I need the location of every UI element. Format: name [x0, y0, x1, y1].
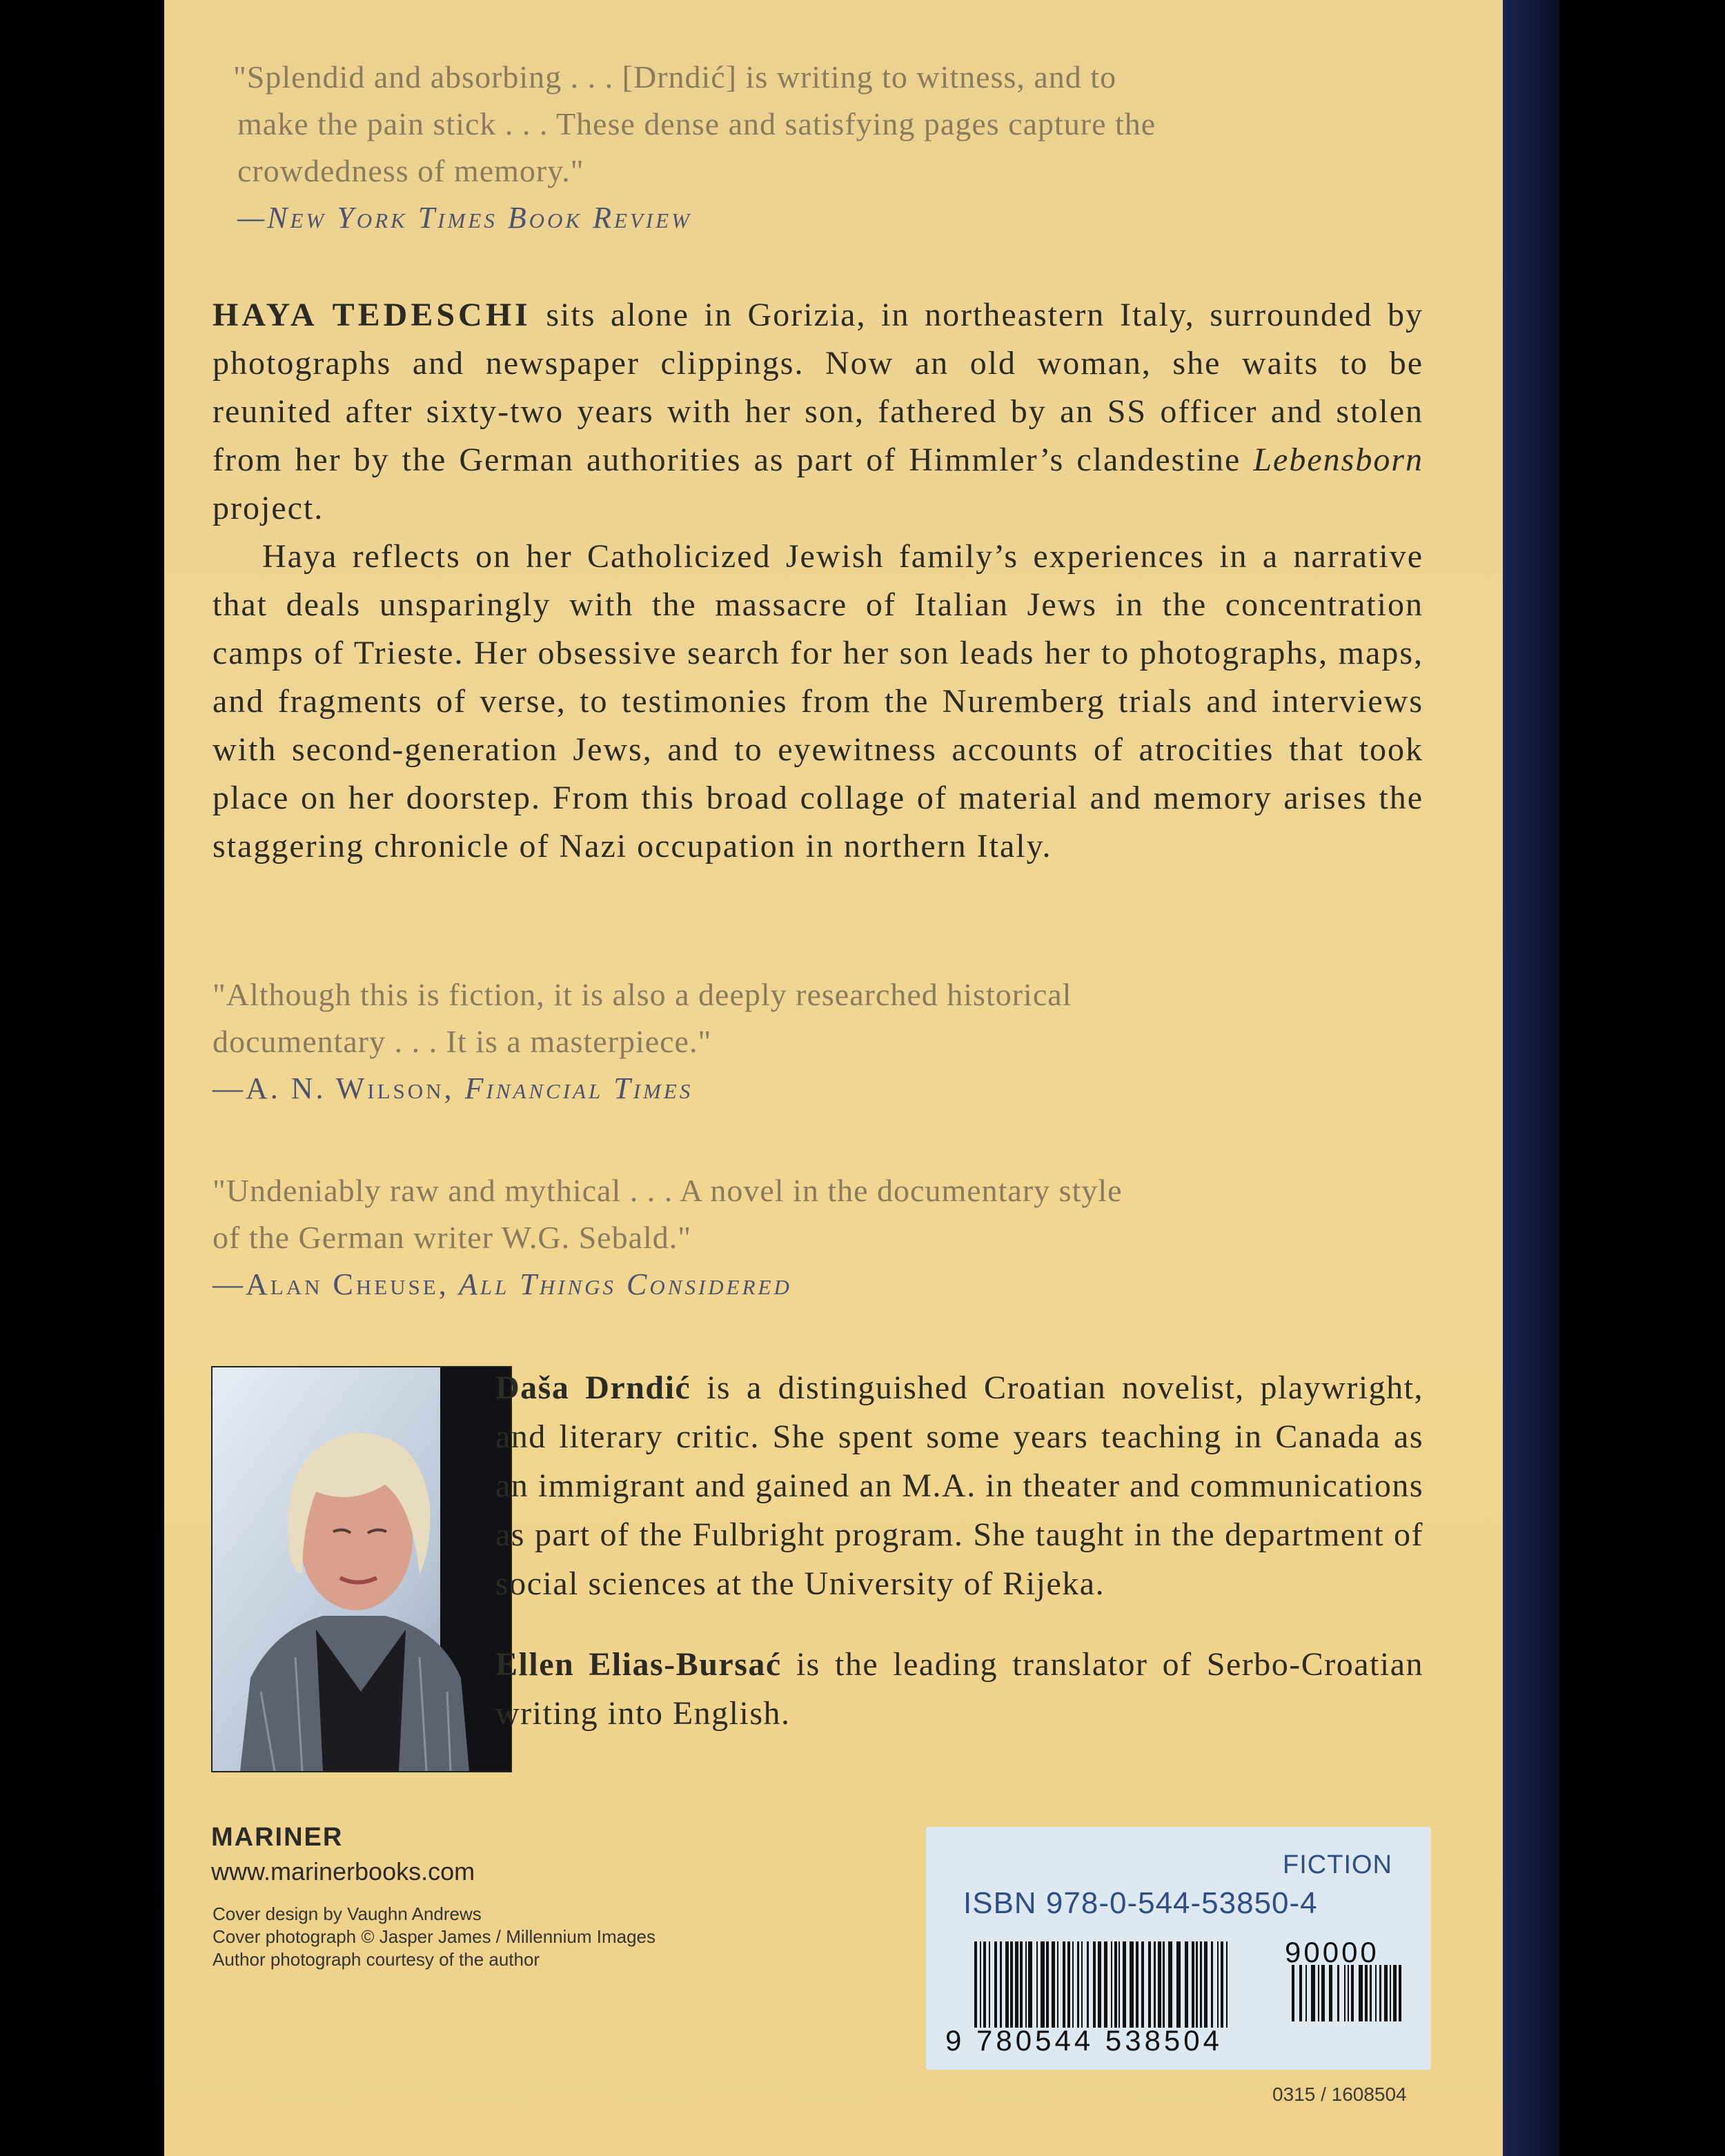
- credit-line: Author photograph courtesy of the author: [213, 1949, 540, 1970]
- quote-source-publication: All Things Considered: [458, 1267, 792, 1301]
- isbn-label: ISBN 978-0-544-53850-4: [963, 1886, 1318, 1920]
- review-quote-nytbr: [233, 54, 1156, 241]
- quote-source-name: —A. N. Wilson,: [213, 1071, 455, 1105]
- quote-line: of the German writer W.G. Sebald.": [213, 1220, 692, 1255]
- publisher-url: www.marinerbooks.com: [211, 1857, 475, 1886]
- category-label: FICTION: [1283, 1850, 1392, 1879]
- quote-line: "Splendid and absorbing . . . [Drndić] is writing to witness, and to: [233, 59, 1117, 95]
- spine-edge: [1503, 0, 1559, 2156]
- author-bio: [495, 1363, 1423, 1738]
- quote-source-publication: Financial Times: [464, 1071, 693, 1105]
- translator-name: Ellen Elias-Bursać: [495, 1646, 782, 1683]
- review-quote-atc: [213, 1167, 1123, 1308]
- book-back-cover: [164, 0, 1503, 2156]
- quote-line: documentary . . . It is a masterpiece.": [213, 1024, 712, 1059]
- translator-bio-text: is the leading translator of Serbo-Croatian writing into English.: [495, 1646, 1423, 1732]
- author-name: Daša Drndić: [495, 1369, 691, 1406]
- print-code: 0315 / 1608504: [1272, 2084, 1407, 2105]
- review-quote-ft: [213, 971, 1072, 1112]
- book-description: [213, 291, 1423, 871]
- quote-source-name: —Alan Cheuse,: [213, 1267, 449, 1301]
- description-italic: Lebensborn: [1253, 442, 1423, 478]
- barcode-digits: 9 780544 538504: [945, 2024, 1223, 2057]
- credit-line: Cover photograph © Jasper James / Millennium Images: [213, 1926, 656, 1947]
- description-paragraph: Haya reflects on her Catholicized Jewish family’s experiences in a narrative that deals unsparingly with the massacre of Italian Jews in the concentration camps of Trieste. Her obsessive search for her son leads her to photographs, maps, and fragments of verse, to testimonies from the Nuremberg trials and interviews with second-generation Jews, and to eyewitness accounts of atrocities that took place on her doorstep. From this broad collage of material and memory arises the staggering chronicle of Nazi occupation in northern Italy.: [213, 538, 1423, 864]
- quote-source: —New York Times Book Review: [237, 201, 692, 235]
- author-portrait-image: [213, 1367, 511, 1771]
- description-text: project.: [213, 490, 324, 526]
- barcode-addon-digits: 90000: [1285, 1936, 1379, 1968]
- cover-credits: [213, 1903, 656, 1971]
- publisher-brand: MARINER: [211, 1823, 344, 1852]
- credit-line: Cover design by Vaughn Andrews: [213, 1903, 482, 1924]
- quote-line: make the pain stick . . . These dense and satisfying pages capture the: [237, 106, 1156, 141]
- author-bio-text: is a distinguished Croatian novelist, playwright, and literary critic. She spent some years teaching in Canada as an immigrant and gained an M.A. in theater and communications as part of the Fulbright program. She taught in the department of social sciences at the University of Rijeka.: [495, 1369, 1424, 1602]
- publisher-info: [211, 1820, 475, 1889]
- quote-line: "Although this is fiction, it is also a deeply researched historical: [213, 977, 1072, 1012]
- author-photo: [211, 1366, 512, 1772]
- description-lead: HAYA TEDESCHI: [213, 297, 531, 333]
- quote-line: crowdedness of memory.": [237, 153, 584, 188]
- description-text: sits alone in Gorizia, in northeastern Italy, surrounded by photographs and newspaper clippings. Now an old woman, she waits to be reunited after sixty-two years with her son, fathered by an SS officer and stolen from her by the German authorities as part of Himmler’s clandestine: [213, 297, 1423, 478]
- barcode-label: [926, 1827, 1431, 2070]
- quote-line: "Undeniably raw and mythical . . . A novel in the documentary style: [213, 1173, 1123, 1208]
